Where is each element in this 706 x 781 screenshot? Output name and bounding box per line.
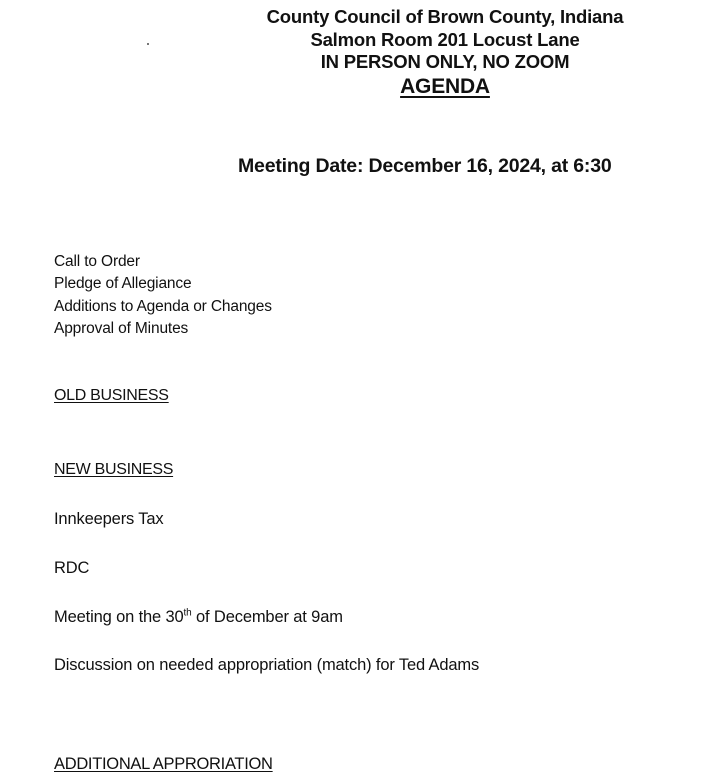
agenda-title: AGENDA <box>400 74 490 98</box>
agenda-item-additions: Additions to Agenda or Changes <box>54 298 272 315</box>
agenda-item-appropriation-discussion: Discussion on needed appropriation (match) for Ted Adams <box>54 656 480 674</box>
agenda-item-december-meeting <box>54 608 343 627</box>
meeting-date: Meeting Date: December 16, 2024, at 6:30 <box>238 155 612 177</box>
ordinal-suffix: th <box>183 607 192 619</box>
agenda-item-rdc: RDC <box>54 559 90 577</box>
agenda-item-innkeepers-tax: Innkeepers Tax <box>54 510 164 528</box>
stray-mark <box>147 43 149 45</box>
old-business-heading: OLD BUSINESS <box>54 387 169 404</box>
document-header <box>230 6 660 99</box>
agenda-item-pledge: Pledge of Allegiance <box>54 275 192 292</box>
agenda-item-call-to-order: Call to Order <box>54 253 140 270</box>
agenda-item-minutes: Approval of Minutes <box>54 320 189 337</box>
new-business-heading: NEW BUSINESS <box>54 461 174 478</box>
meeting-location: Salmon Room 201 Locust Lane <box>310 28 580 50</box>
council-name: County Council of Brown County, Indiana <box>266 6 624 27</box>
attendance-notice: IN PERSON ONLY, NO ZOOM <box>320 51 570 72</box>
meeting-text-prefix: Meeting on the 30 <box>54 608 184 626</box>
meeting-text-suffix: of December at 9am <box>191 608 343 626</box>
additional-appropriation-heading: ADDITIONAL APPRORIATION <box>54 755 273 773</box>
